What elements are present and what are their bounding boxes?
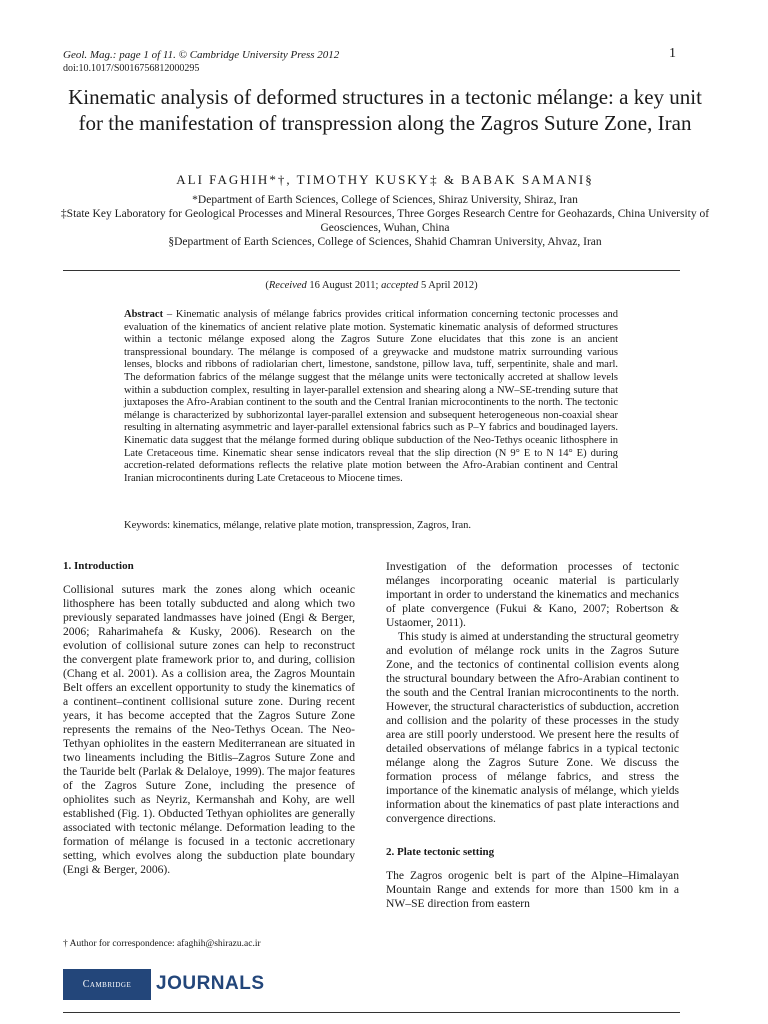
cambridge-wordmark: Cambridge <box>82 979 132 990</box>
affiliations <box>55 193 715 249</box>
received-dates: (Received 16 August 2011; accepted 5 April 2012) <box>265 280 478 291</box>
intro-paragraph-2: Investigation of the deformation processes of tectonic mélanges incorporating oceanic material is particularly important in order to understand the kinematics and mechanics of plate convergence (Fukui & Kano, 2007; Robertson & Ustaomer, 2011). <box>386 560 679 629</box>
intro-paragraph-3: This study is aimed at understanding the structural geometry and evolution of mélange rock units in the Zagros Suture Zone, and the tectonics of continental collision events along the structural boundary between the Afro-Arabian continent to the south and the Central Iranian microcontinents to the north. However, the structural characteristics of subduction, accretion and collision and the polarity of these processes in the study area are still poorly understood. We present here the results of detailed observations of mélange fabrics in a typical tectonic mélange along the Zagros Suture Zone. We discuss the formation process of mélange fabrics, and stress the importance of the kinematic analysis of mélange, which yields information about the kinematics of past plate interactions and convergence directions. <box>386 630 679 825</box>
abstract-label: Abstract <box>124 309 164 320</box>
keywords: Keywords: kinematics, mélange, relative plate motion, transpression, Zagros, Iran. <box>124 520 471 531</box>
footer-divider <box>63 1012 680 1013</box>
doi: doi:10.1017/S0016756812000295 <box>63 63 200 74</box>
affiliation-1: *Department of Earth Sciences, College of Sciences, Shiraz University, Shiraz, Iran <box>192 194 578 206</box>
right-column <box>386 560 679 911</box>
author-list: ALI FAGHIH*†, TIMOTHY KUSKY‡ & BABAK SAMANI§ <box>176 172 594 187</box>
journals-wordmark: JOURNALS <box>156 973 265 994</box>
paper-title: Kinematic analysis of deformed structures in a tectonic mélange: a key unit for the manifestation of transpression along the Zagros Suture Zone, Iran <box>68 85 702 135</box>
affiliation-2: ‡State Key Laboratory for Geological Processes and Mineral Resources, Three Gorges Research Centre for Geohazards, China University of Geosciences, Wuhan, China <box>60 208 710 234</box>
intro-paragraph: Collisional sutures mark the zones along which oceanic lithosphere has been totally subducted and along which two previously separated landmasses have joined (Engi & Berger, 2006; Raharimahefa & Kusky, 2006). Research on the evolution of collisional suture zones can help to reconstruct the convergent plate framework prior to, and during, collision (Chang et al. 2001). As a collision area, the Zagros Mountain Belt offers an excellent opportunity to study the kinematics of a continent–continent collisional suture zone. During recent years, it has become accepted that the Zagros Suture Zone represents the remains of the Neo-Tethys Ocean. The Neo-Tethyan ophiolites in the eastern Mediterranean are situated in two lineaments including the Bitlis–Zagros Suture Zone and the Tauride belt (Parlak & Delaloye, 1999). The major features of the Zagros Suture Zone, including the presence of ophiolites such as Neyriz, Kermanshah and Kohy, are well established (Fig. 1). Obducted Tethyan ophiolites are generally associated with tectonic mélange. Deformation leading to the formation of mélange is focused in a tectonic accretionary setting, which evolves along the subduction plate boundary (Engi & Berger, 2006). <box>63 583 355 876</box>
journal-citation: Geol. Mag.: page 1 of 11. © Cambridge University Press 2012 <box>63 49 340 61</box>
cambridge-logo <box>63 969 151 1000</box>
section-heading-introduction: 1. Introduction <box>63 560 134 572</box>
received-label: Received <box>268 280 307 291</box>
abstract <box>124 309 618 485</box>
header-divider <box>63 270 680 271</box>
affiliation-3: §Department of Earth Sciences, College of Sciences, Shahid Chamran University, Ahvaz, Iran <box>168 236 602 248</box>
accepted-label: accepted <box>381 280 419 291</box>
correspondence-footnote: † Author for correspondence: afaghih@shirazu.ac.ir <box>63 939 261 949</box>
left-column <box>63 560 355 877</box>
section-heading-plate-tectonic: 2. Plate tectonic setting <box>386 846 495 858</box>
plate-tectonic-paragraph: The Zagros orogenic belt is part of the Alpine–Himalayan Mountain Range and extends for more than 1500 km in a NW–SE direction from eastern <box>386 869 679 910</box>
abstract-text: – Kinematic analysis of mélange fabrics provides critical information concerning tectonic processes and evaluation of the kinematics of ancient relative plate motion. Systematic kinematic analysis of deformed structures within a tectonic mélange exposed along the Zagros Suture Zone elucidates that this zone is an ancient transpressional boundary. The mélange is composed of a greywacke and mudstone matrix surrounding various lenses, blocks and ribbons of radiolarian chert, limestone, sandstone, pillow lava, tuff, serpentinite, shale and marl. The deformation fabrics of the mélange suggest that the mélange units were tectonically accreted at shallow levels within a subduction complex, resulting in layer-parallel extension and shearing along a NW–SE-trending suture that juxtaposes the Afro-Arabian continent to the south and the Central Iranian microcontinents to the north. The tectonic mélange is characterized by subhorizontal layer-parallel extension and subsequent heterogeneous non-coaxial shear resulting in alternating asymmetric and layer-parallel extensional fabrics such as P–Y fabrics and boudinaged layers. Kinematic data suggest that the mélange formed during oblique subduction of the Neo-Tethys oceanic lithosphere in Late Cretaceous time. Kinematic shear sense indicators reveal that the slip direction (N 9° E to N 14° E) during accretion-related deformations reflects the relative plate motion between the Afro-Arabian continent and Central Iranian microcontinents during Late Cretaceous to Miocene times. <box>124 309 618 484</box>
page-number: 1 <box>669 46 676 61</box>
